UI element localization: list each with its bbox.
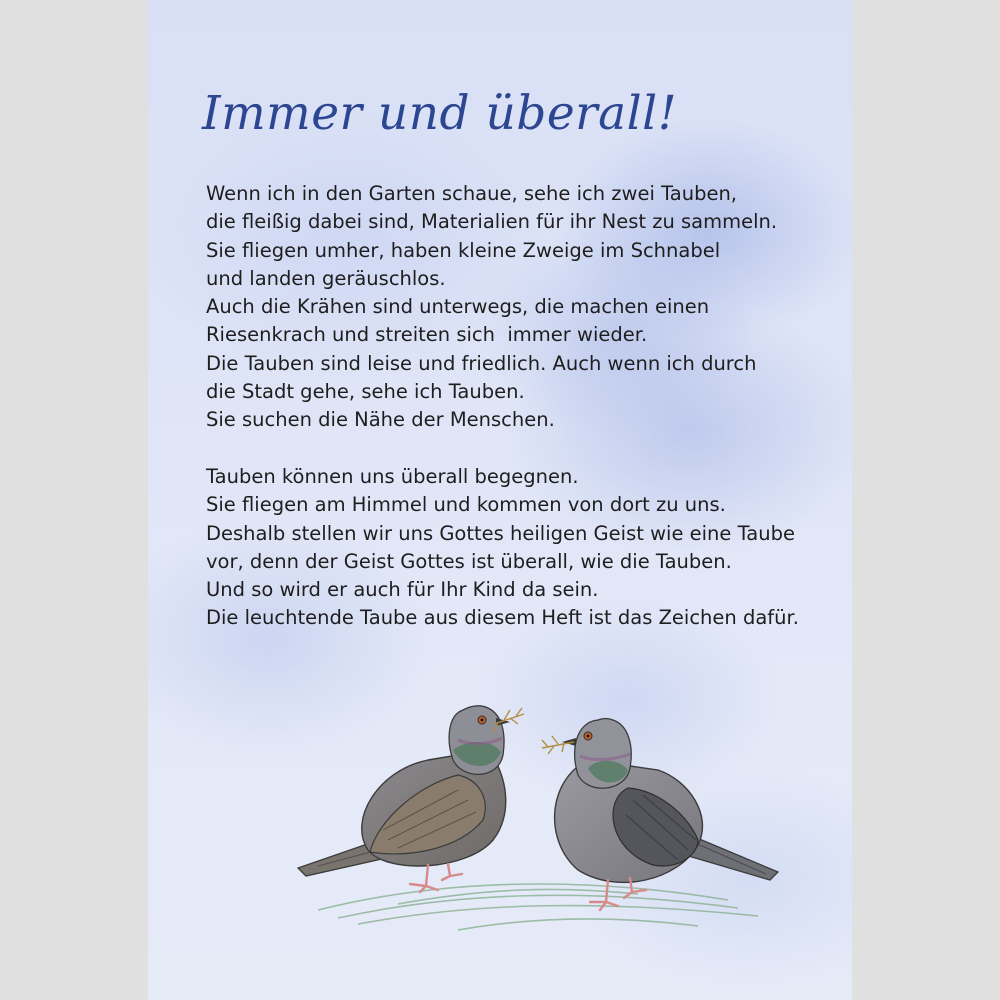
text-line: Die leuchtende Taube aus diesem Heft ist das Zeichen dafür. bbox=[206, 606, 799, 630]
two-pigeons-with-twigs-icon bbox=[258, 680, 798, 940]
text-line: Tauben können uns überall begegnen. bbox=[206, 464, 579, 488]
text-line: Sie fliegen am Himmel und kommen von dort zu uns. bbox=[206, 493, 726, 517]
text-line: die Stadt gehe, sehe ich Tauben. bbox=[206, 380, 525, 404]
grass-strokes bbox=[318, 884, 758, 930]
paragraph-2 bbox=[206, 463, 846, 633]
right-pigeon-icon bbox=[542, 719, 778, 911]
text-line: Die Tauben sind leise und friedlich. Auch wenn ich durch bbox=[206, 351, 757, 375]
text-line: die fleißig dabei sind, Materialien für ihr Nest zu sammeln. bbox=[206, 210, 778, 234]
text-line: Sie fliegen umher, haben kleine Zweige im Schnabel bbox=[206, 238, 721, 262]
text-line: Sie suchen die Nähe der Menschen. bbox=[206, 408, 555, 432]
text-line: Riesenkrach und streiten sich immer wieder. bbox=[206, 323, 648, 347]
text-line: und landen geräuschlos. bbox=[206, 266, 446, 290]
text-line: Wenn ich in den Garten schaue, sehe ich zwei Tauben, bbox=[206, 182, 738, 205]
poem-body bbox=[206, 180, 846, 633]
left-pigeon-icon bbox=[298, 706, 524, 892]
page-title: Immer und überall! bbox=[202, 86, 678, 141]
text-line: Deshalb stellen wir uns Gottes heiligen Geist wie eine Taube bbox=[206, 521, 795, 545]
text-line: vor, denn der Geist Gottes ist überall, wie die Tauben. bbox=[206, 549, 732, 573]
text-line: Auch die Krähen sind unterwegs, die machen einen bbox=[206, 295, 710, 319]
text-line: Und so wird er auch für Ihr Kind da sein. bbox=[206, 578, 599, 602]
document-page bbox=[148, 0, 852, 1000]
paragraph-1 bbox=[206, 180, 846, 435]
